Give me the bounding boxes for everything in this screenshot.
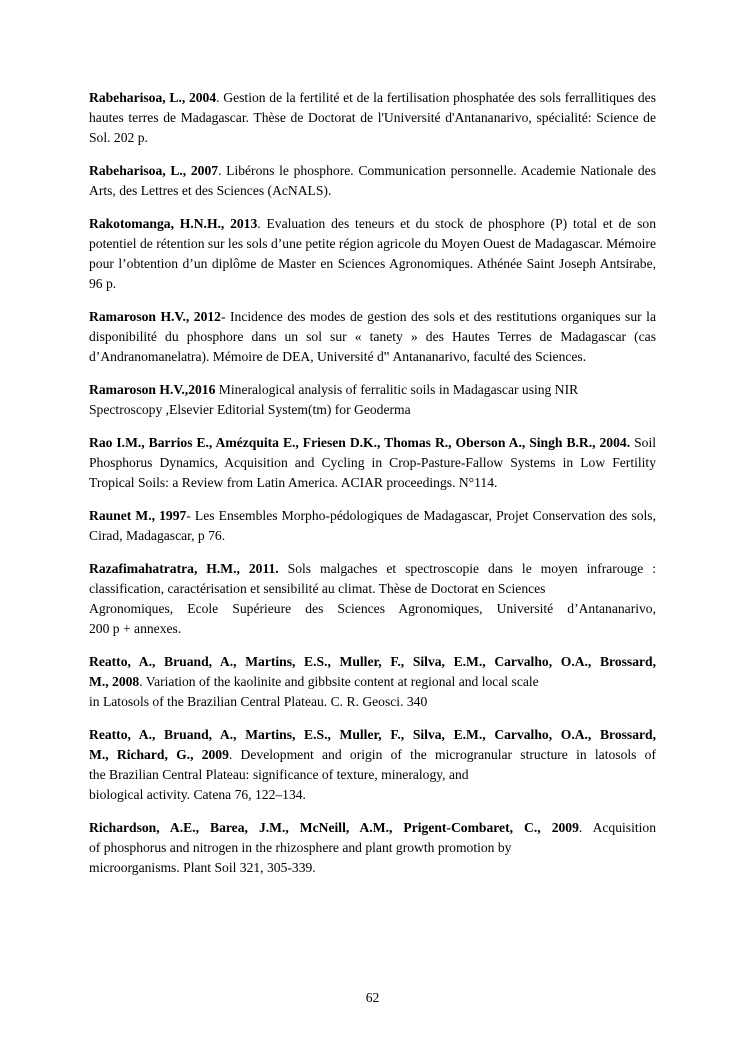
reference-text: Soil Phosphorus Dynamics, Acquisition and Cycling in Crop-Pasture-Fallow Systems in Low Fertility Tropical Soils: a Review from Latin America. ACIAR proceedings. N°114.	[89, 435, 656, 490]
reference-rabeharisoa-2007	[89, 161, 656, 201]
reference-text: . Development and origin of the microgranular structure in latosols of	[228, 747, 657, 762]
reference-author: Ramaroson H.V.,2016	[89, 382, 216, 397]
reference-line: of phosphorus and nitrogen in the rhizosphere and plant growth promotion by	[89, 840, 512, 855]
reference-text: Mineralogical analysis of ferralitic soils in Madagascar using NIR	[215, 382, 579, 397]
reference-line	[89, 725, 656, 745]
reference-line: Spectroscopy ,Elsevier Editorial System(tm) for Geoderma	[89, 402, 411, 417]
reference-text: . Evaluation des teneurs et du stock de phosphore (P) total et de son potentiel de rétention sur les sols d’une petite région agricole du Moyen Ouest de Madagascar. Mémoire pour l’obtention d’un diplôme de Master en Sciences Agronomiques. Athénée Saint Joseph Antsirabe, 96 p.	[89, 216, 656, 291]
reference-author: Rabeharisoa, L., 2007	[89, 163, 219, 178]
reference-line: in Latosols of the Brazilian Central Plateau. C. R. Geosci. 340	[89, 694, 428, 709]
reference-ramaroson-2016	[89, 380, 656, 420]
reference-author: Ramaroson H.V., 2012	[89, 309, 221, 324]
reference-reatto-2009	[89, 725, 656, 805]
reference-rao-2004	[89, 433, 656, 493]
reference-author: Rabeharisoa, L., 2004	[89, 90, 217, 105]
reference-text: - Incidence des modes de gestion des sols et des restitutions organiques sur la disponibilité du phosphore dans un sol sur « tanety » des Hautes Terres de Madagascar (cas d’Andranomanelatra). Mémoire de DEA, Université d‟ Antananarivo, faculté des Sciences.	[89, 309, 656, 364]
reference-author: Razafimahatratra, H.M., 2011.	[89, 561, 279, 576]
reference-line: microorganisms. Plant Soil 321, 305-339.	[89, 860, 316, 875]
reference-line	[89, 559, 656, 579]
reference-rakotomanga-2013	[89, 214, 656, 294]
reference-razafimahatratra-2011	[89, 559, 656, 639]
reference-text: . Acquisition	[578, 820, 657, 835]
reference-author: M., 2008	[89, 674, 140, 689]
reference-text: Sols malgaches et spectroscopie dans le moyen infrarouge :	[278, 561, 656, 576]
reference-line	[89, 818, 656, 838]
reference-line: classification, caractérisation et sensibilité au climat. Thèse de Doctorat en Sciences	[89, 581, 546, 596]
reference-line: 200 p + annexes.	[89, 621, 182, 636]
reference-ramaroson-2012	[89, 307, 656, 367]
reference-text: . Libérons le phosphore. Communication personnelle. Academie Nationale des Arts, des Lettres et des Sciences (AcNALS).	[89, 163, 656, 198]
reference-author: Reatto, A., Bruand, A., Martins, E.S., Muller, F., Silva, E.M., Carvalho, O.A., Brossard,	[89, 727, 656, 742]
reference-author: Reatto, A., Bruand, A., Martins, E.S., Muller, F., Silva, E.M., Carvalho, O.A., Brossard,	[89, 654, 656, 669]
reference-line	[89, 672, 656, 692]
reference-line: the Brazilian Central Plateau: significance of texture, mineralogy, and	[89, 767, 469, 782]
reference-author: M., Richard, G., 2009	[89, 747, 229, 762]
reference-line	[89, 652, 656, 672]
page-number: 62	[365, 990, 380, 1005]
reference-author: Rakotomanga, H.N.H., 2013	[89, 216, 258, 231]
reference-line	[89, 745, 656, 765]
reference-reatto-2008	[89, 652, 656, 712]
reference-line: biological activity. Catena 76, 122–134.	[89, 787, 306, 802]
reference-author: Raunet M., 1997	[89, 508, 187, 523]
reference-author: Richardson, A.E., Barea, J.M., McNeill, A.M., Prigent-Combaret, C., 2009	[89, 820, 579, 835]
reference-text: . Gestion de la fertilité et de la fertilisation phosphatée des sols ferrallitiques des hautes terres de Madagascar. Thèse de Doctorat de l'Université d'Antananarivo, spécialité: Science de Sol. 202 p.	[89, 90, 656, 145]
reference-text: . Variation of the kaolinite and gibbsite content at regional and local scale	[139, 674, 539, 689]
reference-line	[89, 380, 656, 400]
reference-author: Rao I.M., Barrios E., Amézquita E., Friesen D.K., Thomas R., Oberson A., Singh B.R., 2004.	[89, 435, 631, 450]
reference-raunet-1997	[89, 506, 656, 546]
reference-rabeharisoa-2004	[89, 88, 656, 148]
reference-richardson-2009	[89, 818, 656, 878]
reference-line: Agronomiques, Ecole Supérieure des Sciences Agronomiques, Université d’Antananarivo,	[89, 601, 656, 616]
reference-text: - Les Ensembles Morpho-pédologiques de Madagascar, Projet Conservation des sols, Cirad, Madagascar, p 76.	[89, 508, 656, 543]
